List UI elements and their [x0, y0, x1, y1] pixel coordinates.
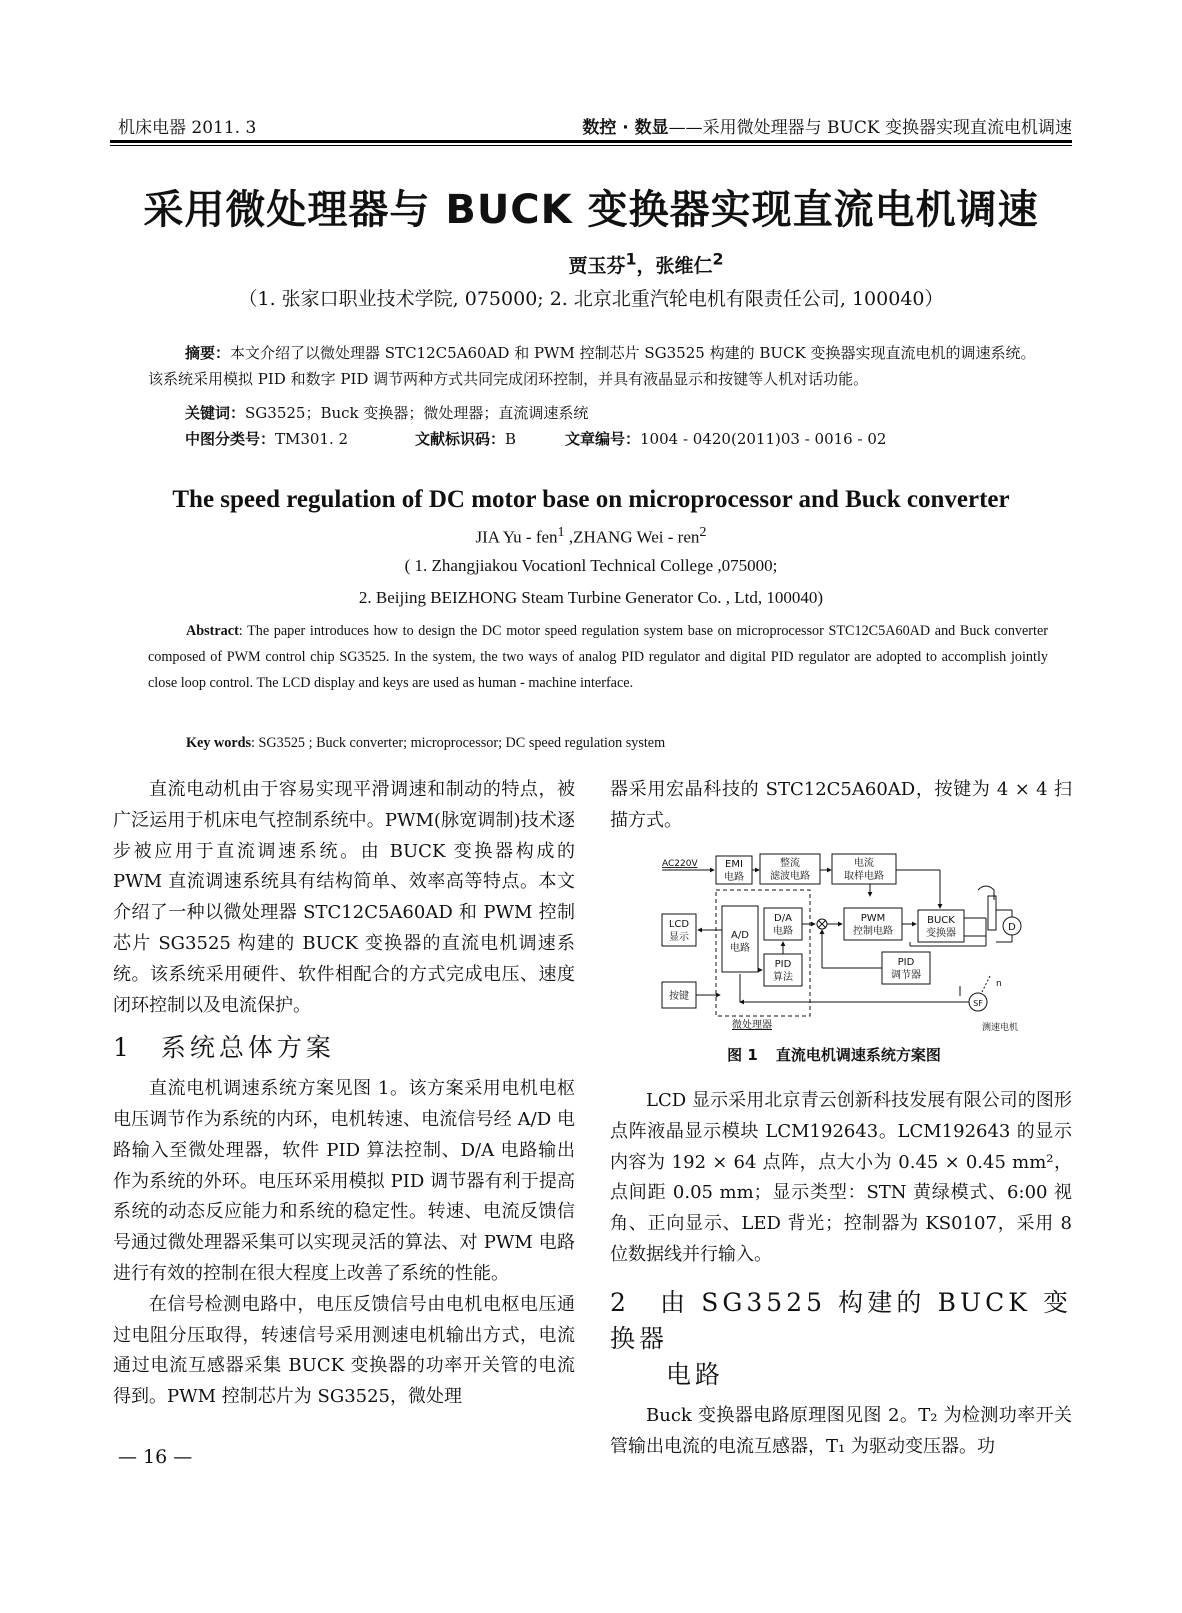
classification-row	[185, 426, 1045, 452]
running-title: ——采用微处理器与 BUCK 变换器实现直流电机调速	[668, 118, 1072, 138]
section-1-title: 系统总体方案	[160, 1033, 335, 1063]
fig-rectifier-label-2: 滤波电路	[770, 871, 810, 882]
fig-divider-resistor	[988, 896, 996, 930]
affiliation-en-1: ( 1. Zhangjiakou Vocationl Technical College ,075000;	[404, 556, 778, 575]
author-2-cn: ，张维仁	[636, 255, 713, 278]
article-no-value: 1004 - 0420(2011)03 - 0016 - 02	[640, 430, 887, 448]
keywords-cn-label: 关键词：	[185, 404, 246, 422]
abstract-en-label: Abstract	[186, 623, 239, 639]
abstract-cn-label: 摘要：	[185, 344, 231, 362]
section-1-paragraph-1: 直流电机调速系统方案见图 1。该方案采用电机电枢电压调节作为系统的内环，电机转速、电流信号经 A/D 电路输入至微处理器，软件 PID 算法控制、D/A 电路输出作为系统的外环。电压环采用模拟 PID 调节器有利于提高系统的动态反应能力和系统的稳定性。转速、电流反馈信号通过微处理器采集可以实现灵活的算法、对 PWM 电路进行有效的控制在很大程度上改善了系统的性能。	[113, 1078, 575, 1284]
author-1-sup: 1	[625, 250, 637, 269]
fig-ac-label: AC220V	[662, 859, 698, 869]
fig-lcd-label-2: 显示	[669, 932, 689, 943]
article-no-label: 文章编号：	[565, 430, 641, 448]
doc-code-label: 文献标识码：	[415, 430, 506, 448]
fig-da-label-2: 电路	[773, 926, 793, 937]
intro-paragraph: 直流电动机由于容易实现平滑调速和制动的特点，被广泛运用于机床电气控制系统中。PWM(脉宽调制)技术逐步被应用于直流调速系统。由 BUCK 变换器构成的 PWM 直流调速系统具有结构简单、效率高等特点。本文介绍了一种以微处理器 STC12C5A60AD 和 PWM 控制芯片 SG3525 构建的 BUCK 变换器的直流电机调速系统。该系统采用硬件、软件相配合的方式完成电压、速度闭环控制以及电流保护。	[113, 779, 575, 1016]
affiliation-cn: （1. 张家口职业技术学院, 075000; 2. 北京北重汽轮电机有限责任公司, 100040）	[238, 288, 944, 310]
fig-tachometer-label: SF	[973, 999, 983, 1008]
header-rule-thick	[110, 140, 1072, 143]
figure-1-caption	[600, 1044, 1068, 1065]
fig-pid-regulator-label-2: 调节器	[891, 970, 921, 981]
section-2-title-line-1: 由 SG3525 构建的 BUCK 变换器	[610, 1287, 1072, 1353]
fig-pwm-label-2: 控制电路	[853, 926, 893, 937]
keywords-cn-text: SG3525；Buck 变换器；微处理器；直流调速系统	[245, 404, 589, 422]
right-column-top	[610, 775, 1072, 837]
fig-emi-label-1: EMI	[725, 859, 743, 870]
keywords-en-text: : SG3525 ; Buck converter; microprocessor; DC speed regulation system	[251, 735, 666, 751]
fig-buck-label-2: 变换器	[926, 928, 956, 939]
fig-speed-symbol: n	[996, 979, 1002, 989]
left-column	[113, 775, 575, 1413]
fig-ad-label-1: A/D	[731, 930, 749, 941]
fig-current-sense-label-2: 取样电路	[844, 871, 884, 882]
fig-tacho-caption: 测速电机	[981, 1023, 1019, 1033]
abstract-en	[148, 618, 1048, 696]
abstract-cn-text: 本文介绍了以微处理器 STC12C5A60AD 和 PWM 控制芯片 SG3525 构建的 BUCK 变换器实现直流电机的调速系统。该系统采用模拟 PID 和数字 PID 调节两种方式共同完成闭环控制，并具有液晶显示和按键等人机对话功能。	[148, 344, 1036, 388]
author-1-cn: 贾玉芬	[568, 255, 626, 278]
fig-mcu-label: 微处理器	[732, 1020, 772, 1031]
fig-pid-algorithm-label-2: 算法	[773, 972, 793, 983]
section-1-paragraph-2: 在信号检测电路中，电压反馈信号由电机电枢电压通过电阻分压取得，转速信号采用测速电机输出方式，电流通过电流互感器采集 BUCK 变换器的功率开关管的电流得到。PWM 控制芯片为 SG3525，微处理	[113, 1293, 575, 1408]
doc-code-value: B	[505, 430, 517, 448]
keywords-en-label: Key words	[186, 735, 252, 751]
section-label: 数控 · 数显	[582, 118, 669, 138]
fig-emi-label-2: 电路	[724, 872, 744, 883]
fig-motor-label: D	[1008, 922, 1016, 933]
abstract-en-text: : The paper introduces how to design the DC motor speed regulation system base on microprocessor STC12C5A60AD and Buck converter composed of PWM control chip SG3525. In the system, the two ways of analog PID regulator and digital PID regulator are adopted to accomplish jointly close loop control. The LCD display and keys are used as human - machine interface.	[148, 623, 1048, 691]
fig-pid-algorithm-label-1: PID	[774, 959, 792, 970]
figure-1-caption-text: 直流电机调速系统方案图	[775, 1046, 941, 1064]
section-2-number: 2	[610, 1287, 630, 1317]
section-2-paragraph-1: Buck 变换器电路原理图见图 2。T₂ 为检测功率开关管输出电流的电流互感器，T₁ 为驱动变压器。功	[610, 1404, 1072, 1457]
header-rule-thin	[110, 145, 1072, 146]
fig-current-sense-label-1: 电流	[854, 858, 874, 869]
keywords-en	[186, 730, 1046, 756]
affiliation-en-2: 2. Beijing BEIZHONG Steam Turbine Generator Co. , Ltd, 100040)	[358, 588, 824, 607]
page-number: — 16 —	[118, 1446, 193, 1468]
figure-1-caption-number: 图 1	[727, 1046, 758, 1064]
fig-ad-label-2: 电路	[730, 943, 750, 954]
authors-en	[0, 524, 1182, 548]
author-2-en: ,ZHANG Wei - ren	[564, 527, 700, 547]
abstract-cn	[148, 340, 1048, 392]
right-paragraph-continued: 器采用宏晶科技的 STC12C5A60AD，按键为 4 × 4 扫描方式。	[610, 779, 1072, 831]
paper-title-cn: 采用微处理器与 BUCK 变换器实现直流电机调速	[143, 187, 1039, 233]
fig-rectifier-label-1: 整流	[780, 858, 800, 869]
right-column-bottom	[610, 1086, 1072, 1462]
figure-1-diagram	[660, 846, 1040, 1042]
keywords-cn	[185, 400, 1045, 426]
section-1-heading	[113, 1033, 575, 1064]
running-header	[582, 113, 1072, 138]
author-2-en-sup: 2	[699, 524, 707, 540]
fig-da-label-1: D/A	[774, 913, 792, 924]
fig-lcd-label-1: LCD	[668, 919, 690, 930]
fig-buck-label-1: BUCK	[927, 915, 955, 926]
section-2-heading	[610, 1285, 1072, 1393]
clc-value: TM301. 2	[275, 430, 349, 448]
authors-cn	[0, 250, 1182, 278]
fig-pwm-label-1: PWM	[860, 913, 886, 924]
section-1-number: 1	[113, 1033, 133, 1063]
author-1-en-sup: 1	[557, 524, 565, 540]
author-2-sup: 2	[712, 250, 724, 269]
lcd-paragraph: LCD 显示采用北京青云创新科技发展有限公司的图形点阵液晶显示模块 LCM192643。LCM192643 的显示内容为 192 × 64 点阵，点大小为 0.45 × 0.45 mm²，点间距 0.05 mm；显示类型：STN 黄绿模式、6:00 视角、正向显示、LED 背光；控制器为 KS0107，采用 8 位数据线并行输入。	[610, 1090, 1072, 1265]
journal-name: 机床电器 2011. 3	[118, 118, 257, 138]
fig-pid-regulator-label-1: PID	[897, 957, 915, 968]
author-1-en: JIA Yu - fen	[475, 527, 558, 547]
clc-label: 中图分类号：	[185, 430, 276, 448]
paper-title-en: The speed regulation of DC motor base on microprocessor and Buck converter	[172, 486, 1010, 513]
fig-keys-label: 按键	[669, 991, 689, 1002]
section-2-title-line-2: 电路	[666, 1359, 725, 1389]
